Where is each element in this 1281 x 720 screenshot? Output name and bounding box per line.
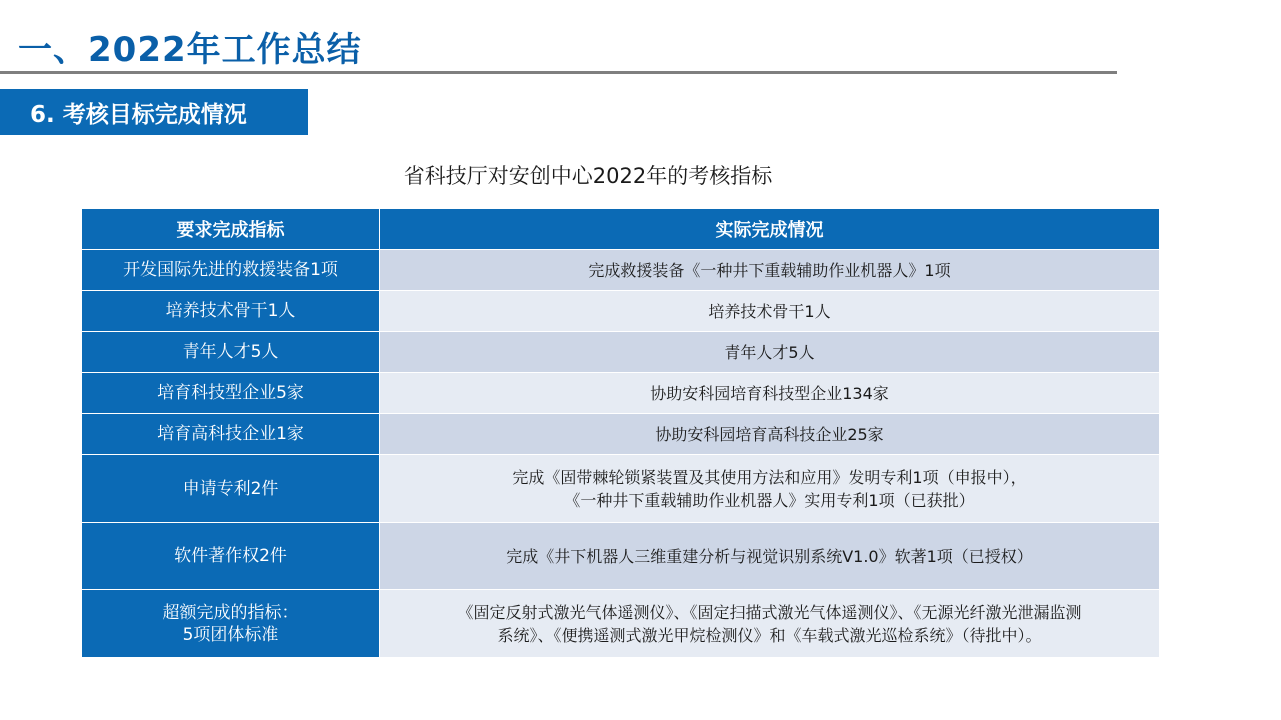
table-row [82,455,1160,523]
header-actual: 实际完成情况 [380,209,1160,250]
table-header-row [82,209,1160,250]
table-caption: 省科技厅对安创中心2022年的考核指标 [403,164,773,188]
table-row [82,332,1160,373]
actual-cell [380,590,1160,658]
page-title: 一、2022年工作总结 [18,30,362,70]
required-cell: 开发国际先进的救援装备1项 [82,250,380,291]
required-cell: 申请专利2件 [82,455,380,523]
header-required: 要求完成指标 [82,209,380,250]
actual-cell [380,455,1160,523]
actual-cell: 协助安科园培育高科技企业25家 [380,414,1160,455]
table-row [82,250,1160,291]
required-cell [82,590,380,658]
actual-line: 系统》、《便携遥测式激光甲烷检测仪》和《车载式激光巡检系统》（待批中）。 [497,625,1042,645]
actual-cell: 培养技术骨干1人 [380,291,1160,332]
title-divider [0,71,1117,74]
required-cell: 培育高科技企业1家 [82,414,380,455]
actual-cell: 青年人才5人 [380,332,1160,373]
section-heading: 6. 考核目标完成情况 [0,89,308,135]
required-line: 5项团体标准 [182,624,279,645]
actual-line: 完成《固带棘轮锁紧装置及其使用方法和应用》发明专利1项（申报中）， [512,467,1027,487]
table-row [82,590,1160,658]
required-cell: 青年人才5人 [82,332,380,373]
assessment-table [81,208,1160,658]
actual-line: 《一种井下重载辅助作业机器人》实用专利1项（已获批） [564,490,975,510]
actual-cell: 完成救援装备《一种井下重载辅助作业机器人》1项 [380,250,1160,291]
required-line: 超额完成的指标： [162,602,299,623]
table-row [82,414,1160,455]
required-cell: 培养技术骨干1人 [82,291,380,332]
table-row [82,291,1160,332]
table-row [82,373,1160,414]
table-row [82,523,1160,590]
required-cell: 培育科技型企业5家 [82,373,380,414]
required-cell: 软件著作权2件 [82,523,380,590]
actual-cell: 协助安科园培育科技型企业134家 [380,373,1160,414]
actual-cell: 完成《井下机器人三维重建分析与视觉识别系统V1.0》软著1项（已授权） [380,523,1160,590]
actual-line: 《固定反射式激光气体遥测仪》、《固定扫描式激光气体遥测仪》、《无源光纤激光泄漏监测 [457,602,1082,622]
